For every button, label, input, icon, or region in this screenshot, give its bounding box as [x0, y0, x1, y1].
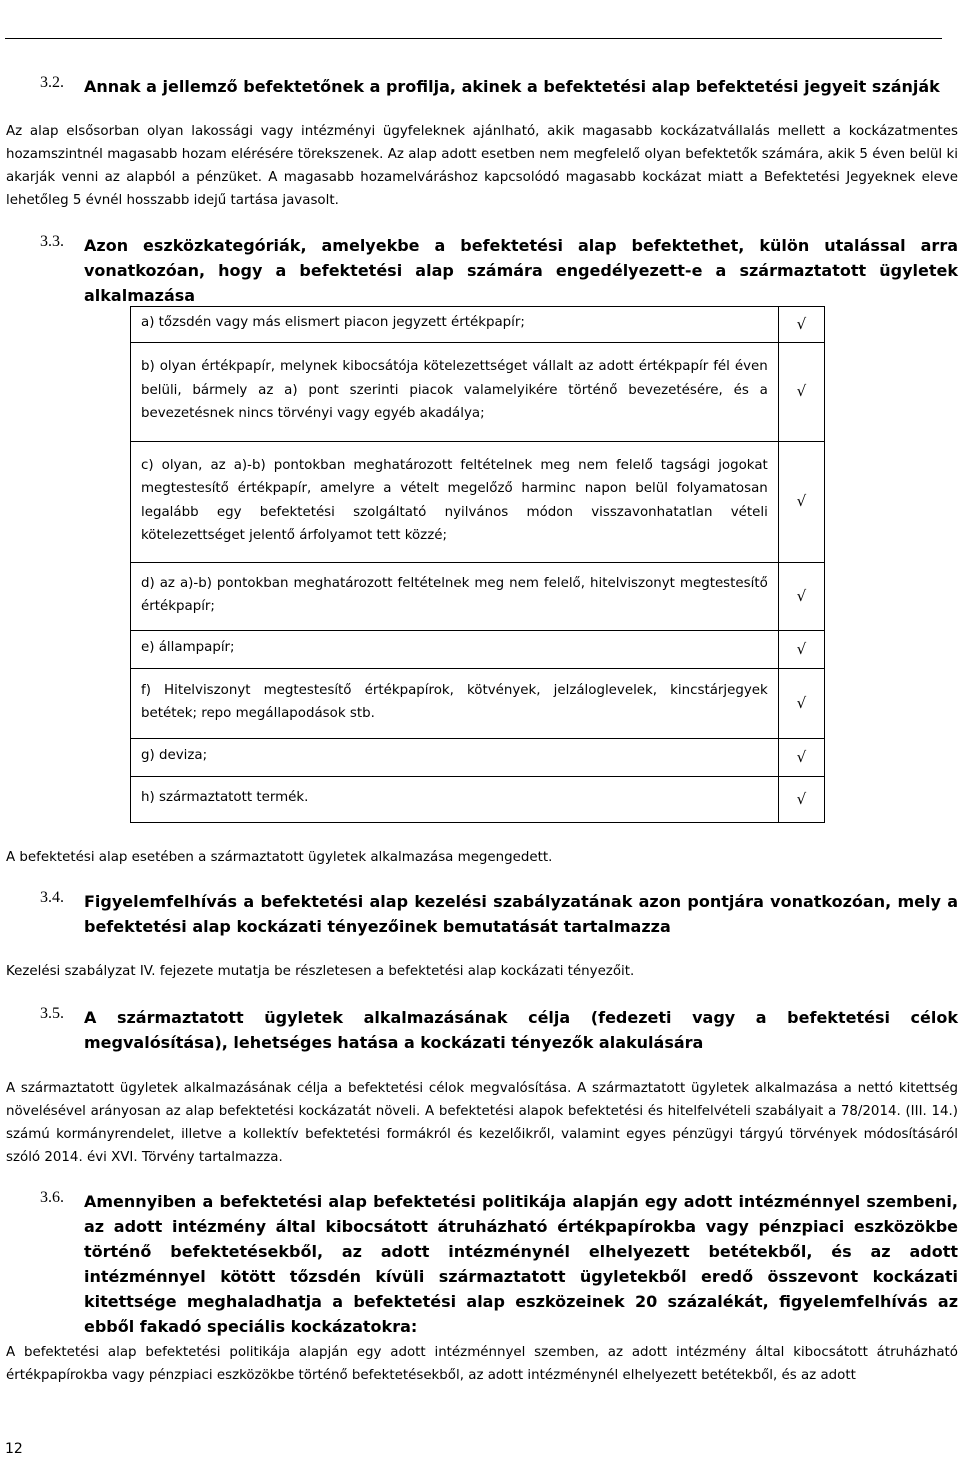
section-number: 3.2. — [40, 74, 64, 91]
asset-category-text: a) tőzsdén vagy más elismert piacon jegyzett értékpapír; — [131, 307, 779, 343]
section-3-6-text: A befektetési alap befektetési politikája alapján egy adott intézménnyel szemben, az adott intézmény által kibocsátott átruházható értékpapírokba vagy pénzpiaci eszközökbe történő befektetésekből, az adott intézménynél elhelyezett betétekből, és az adott — [6, 1345, 958, 1383]
check-mark: √ — [778, 669, 824, 739]
section-number: 3.3. — [40, 233, 64, 250]
check-mark: √ — [778, 442, 824, 563]
section-title: Annak a jellemző befektetőnek a profilja, akinek a befektetési alap befektetési jegyeit szánják — [84, 77, 940, 96]
section-3-3-heading — [40, 233, 958, 308]
section-number: 3.5. — [40, 1005, 64, 1022]
section-3-2-text: Az alap elsősorban olyan lakossági vagy intézményi ügyfeleknek ajánlható, akik magasabb kockázatvállalás mellett a kockázatmentes hozamszintnél magasabb hozam elérésére törekszenek. Az alap adott esetben nem megfelelő olyan befektetők számára, akik 5 éven belül ki akarják venni az alapból a pénzüket. A magasabb hozamelváráshoz kapcsolódó magasabb kockázat miatt a Befektetési Jegyeknek eleve lehetőleg 5 évnél hosszabb idejű tartása javasolt. — [6, 124, 958, 208]
section-3-5-text: A származtatott ügyletek alkalmazásának célja a befektetési célok megvalósítása. A származtatott ügyletek alkalmazása a nettó kitettség növelésével arányosan az alap befektetési kockázatát növeli. A befektetési alapok befektetési és hitelfelvételi szabályait a 78/2014. (III. 14.) számú kormányrendelet, illetve a kollektív befektetési formákról és kezelőikről, valamint egyes pénzügyi tárgyú törvények módosításáról szóló 2014. évi XVI. Törvény tartalmazza. — [6, 1081, 958, 1165]
header-rule — [5, 38, 942, 39]
table-row — [131, 631, 825, 669]
check-mark: √ — [778, 739, 824, 777]
derivatives-note: A befektetési alap esetében a származtatott ügyletek alkalmazása megengedett. — [6, 850, 553, 865]
table-row — [131, 669, 825, 739]
asset-category-text: e) állampapír; — [131, 631, 779, 669]
asset-category-text: c) olyan, az a)-b) pontokban meghatározott feltételnek meg nem felelő tagsági jogokat megtestesítő értékpapír, amelyre a vételt megelőző harminc napon belül folyamatosan legalább egy befektetési szolgáltató nyilvános módon visszavonhatatlan vételi kötelezettséget jelentő árfolyamot tett közzé; — [131, 442, 779, 563]
section-3-5-heading — [40, 1005, 958, 1055]
check-mark: √ — [778, 343, 824, 442]
section-title: A származtatott ügyletek alkalmazásának célja (fedezeti vagy a befektetési célok megvalósítása), lehetséges hatása a kockázati tényezők alakulására — [84, 1008, 958, 1052]
table-row — [131, 777, 825, 823]
section-3-4-heading — [40, 889, 958, 939]
page-header — [0, 0, 960, 40]
check-mark: √ — [778, 631, 824, 669]
table-row — [131, 307, 825, 343]
header-document-title: iCash DYNAMIC FX Származtatott Nyíltvégű Befektetési Alap Tájékoztatója — [394, 7, 948, 25]
header-company: ACCESS BEFEKTETÉSI ALAPKEZELŐ Zrt. — [7, 7, 332, 25]
asset-category-text: g) deviza; — [131, 739, 779, 777]
check-mark: √ — [778, 563, 824, 631]
section-title: Azon eszközkategóriák, amelyekbe a befektetési alap befektethet, külön utalással arra vonatkozóan, hogy a befektetési alap számára engedélyezett-e a származtatott ügyletek alkalmazása — [84, 236, 958, 305]
table-row — [131, 343, 825, 442]
asset-category-text: d) az a)-b) pontokban meghatározott feltételnek meg nem felelő, hitelviszonyt megtestesítő értékpapír; — [131, 563, 779, 631]
page-number: 12 — [5, 1441, 23, 1457]
asset-category-text: f) Hitelviszonyt megtestesítő értékpapírok, kötvények, jelzáloglevelek, kincstárjegyek betétek; repo megállapodások stb. — [131, 669, 779, 739]
asset-category-text: b) olyan értékpapír, melynek kibocsátója kötelezettséget vállalt az adott értékpapír fél éven belüli, bármely az a) pont szerinti piacok valamelyikére történő bevezetésére, és a bevezetésnek nincs törvényi vagy egyéb akadálya; — [131, 343, 779, 442]
section-number: 3.6. — [40, 1189, 64, 1206]
section-3-6-heading — [40, 1189, 958, 1339]
check-mark: √ — [778, 777, 824, 823]
table-row — [131, 563, 825, 631]
section-number: 3.4. — [40, 889, 64, 906]
section-title: Figyelemfelhívás a befektetési alap kezelési szabályzatának azon pontjára vonatkozóan, mely a befektetési alap kockázati tényezőinek bemutatását tartalmazza — [84, 892, 958, 936]
section-title: Amennyiben a befektetési alap befektetési politikája alapján egy adott intézménnyel szembeni, az adott intézmény által kibocsátott átruházható értékpapírokba vagy pénzpiaci eszközökbe történő befektetésekből, az adott intézménynél elhelyezett betétekből, és az adott intézménnyel kötött tőzsdén kívüli származtatott ügyletekből eredő összevont kockázati kitettsége meghaladhatja a befektetési alap eszközeinek 20 százalékát, figyelemfelhívás az ebből fakadó speciális kockázatokra: — [84, 1192, 958, 1336]
section-3-4-text: Kezelési szabályzat IV. fejezete mutatja be részletesen a befektetési alap kockázati tényezőit. — [6, 964, 635, 979]
check-mark: √ — [778, 307, 824, 343]
section-3-2-heading — [40, 74, 958, 99]
asset-category-text: h) származtatott termék. — [131, 777, 779, 823]
table-row — [131, 739, 825, 777]
table-row — [131, 442, 825, 563]
asset-category-table — [130, 306, 825, 823]
